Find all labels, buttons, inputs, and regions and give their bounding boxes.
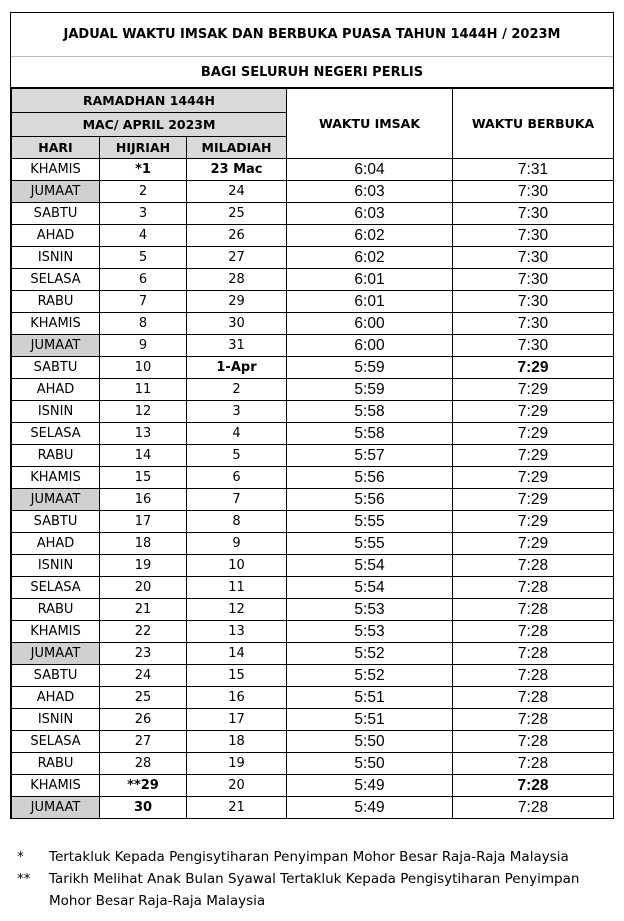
table-row [12,247,614,269]
hijriah-cell: 7 [100,291,187,313]
footnote-mark: * [17,849,24,865]
berbuka-time-cell: 7:28 [453,753,614,775]
imsak-time-cell: 6:02 [287,225,453,247]
imsak-time-cell: 5:50 [287,753,453,775]
hijriah-header: HIJRIAH [100,137,187,159]
miladiah-cell: 16 [187,687,287,709]
day-cell: RABU [12,445,100,467]
miladiah-cell: 20 [187,775,287,797]
table-row [12,225,614,247]
berbuka-time-cell: 7:28 [453,665,614,687]
miladiah-cell: 27 [187,247,287,269]
berbuka-time-cell: 7:30 [453,335,614,357]
imsak-time-cell: 6:04 [287,159,453,181]
imsak-time-cell: 5:54 [287,555,453,577]
imsak-time-cell: 6:03 [287,181,453,203]
imsak-time-cell: 5:53 [287,599,453,621]
day-cell: JUMAAT [12,797,100,819]
miladiah-cell: 8 [187,511,287,533]
ramadhan-header: RAMADHAN 1444H [12,89,287,113]
table-row [12,203,614,225]
table-row [12,511,614,533]
miladiah-cell: 13 [187,621,287,643]
imsak-time-cell: 5:50 [287,731,453,753]
hijriah-cell: 12 [100,401,187,423]
table-row [12,775,614,797]
hijriah-cell: 14 [100,445,187,467]
imsak-time-cell: 5:59 [287,379,453,401]
day-cell: JUMAAT [12,643,100,665]
schedule-table [11,88,614,819]
miladiah-cell: 15 [187,665,287,687]
hijriah-cell: 16 [100,489,187,511]
imsak-time-cell: 5:56 [287,489,453,511]
berbuka-time-cell: 7:30 [453,203,614,225]
table-row [12,643,614,665]
table-row [12,357,614,379]
hijriah-cell: *1 [100,159,187,181]
hijriah-cell: 21 [100,599,187,621]
miladiah-header: MILADIAH [187,137,287,159]
imsak-time-cell: 5:55 [287,533,453,555]
table-row [12,445,614,467]
hijriah-cell: 23 [100,643,187,665]
hijriah-cell: 11 [100,379,187,401]
berbuka-time-cell: 7:29 [453,379,614,401]
table-row [12,181,614,203]
table-row [12,753,614,775]
footnotes [12,846,612,912]
day-cell: AHAD [12,225,100,247]
footnote-text: Tarikh Melihat Anak Bulan Syawal Tertakluk Kepada Pengisytiharan Penyimpan Mohor Besar Raja-Raja Malaysia [49,871,580,909]
berbuka-time-cell: 7:30 [453,247,614,269]
hijriah-cell: 27 [100,731,187,753]
table-row [12,379,614,401]
imsak-time-cell: 6:01 [287,269,453,291]
berbuka-time-cell: 7:31 [453,159,614,181]
hijriah-cell: 28 [100,753,187,775]
miladiah-cell: 1-Apr [187,357,287,379]
miladiah-cell: 7 [187,489,287,511]
day-cell: SELASA [12,423,100,445]
hari-header: HARI [12,137,100,159]
imsak-time-cell: 5:59 [287,357,453,379]
berbuka-time-cell: 7:29 [453,511,614,533]
day-cell: JUMAAT [12,335,100,357]
miladiah-cell: 12 [187,599,287,621]
berbuka-time-cell: 7:30 [453,313,614,335]
table-row [12,709,614,731]
miladiah-cell: 21 [187,797,287,819]
imsak-time-cell: 5:55 [287,511,453,533]
table-row [12,291,614,313]
berbuka-time-cell: 7:28 [453,709,614,731]
day-cell: RABU [12,753,100,775]
table-row [12,577,614,599]
imsak-time-cell: 5:54 [287,577,453,599]
berbuka-time-cell: 7:28 [453,797,614,819]
day-cell: KHAMIS [12,313,100,335]
miladiah-cell: 28 [187,269,287,291]
berbuka-time-cell: 7:29 [453,445,614,467]
day-cell: ISNIN [12,709,100,731]
miladiah-cell: 2 [187,379,287,401]
day-cell: SABTU [12,665,100,687]
hijriah-cell: 26 [100,709,187,731]
imsak-time-cell: 5:58 [287,401,453,423]
table-row [12,533,614,555]
berbuka-time-cell: 7:28 [453,687,614,709]
berbuka-header: WAKTU BERBUKA [453,89,614,159]
berbuka-time-cell: 7:28 [453,599,614,621]
berbuka-time-cell: 7:28 [453,731,614,753]
table-row [12,269,614,291]
miladiah-cell: 31 [187,335,287,357]
berbuka-time-cell: 7:28 [453,621,614,643]
table-row [12,731,614,753]
berbuka-time-cell: 7:28 [453,643,614,665]
document-title: JADUAL WAKTU IMSAK DAN BERBUKA PUASA TAHUN 1444H / 2023M [11,13,613,57]
footnote-mark: ** [17,871,31,887]
hijriah-cell: 8 [100,313,187,335]
miladiah-cell: 25 [187,203,287,225]
hijriah-cell: 4 [100,225,187,247]
imsak-time-cell: 5:56 [287,467,453,489]
day-cell: AHAD [12,379,100,401]
day-cell: ISNIN [12,555,100,577]
table-row [12,159,614,181]
hijriah-cell: 24 [100,665,187,687]
miladiah-cell: 24 [187,181,287,203]
hijriah-cell: 9 [100,335,187,357]
table-row [12,489,614,511]
table-row [12,401,614,423]
table-row [12,665,614,687]
hijriah-cell: 19 [100,555,187,577]
hijriah-cell: 2 [100,181,187,203]
hijriah-cell: 15 [100,467,187,489]
schedule-body [12,159,614,819]
miladiah-cell: 14 [187,643,287,665]
day-cell: JUMAAT [12,489,100,511]
berbuka-time-cell: 7:29 [453,357,614,379]
imsak-time-cell: 6:00 [287,313,453,335]
hijriah-cell: 20 [100,577,187,599]
day-cell: SABTU [12,357,100,379]
hijriah-cell: 22 [100,621,187,643]
month-header: MAC/ APRIL 2023M [12,113,287,137]
miladiah-cell: 10 [187,555,287,577]
hijriah-cell: 18 [100,533,187,555]
hijriah-cell: 5 [100,247,187,269]
hijriah-cell: **29 [100,775,187,797]
day-cell: SABTU [12,203,100,225]
miladiah-cell: 9 [187,533,287,555]
day-cell: SELASA [12,269,100,291]
miladiah-cell: 17 [187,709,287,731]
miladiah-cell: 30 [187,313,287,335]
imsak-header: WAKTU IMSAK [287,89,453,159]
berbuka-time-cell: 7:29 [453,533,614,555]
day-cell: AHAD [12,687,100,709]
day-cell: KHAMIS [12,467,100,489]
hijriah-cell: 17 [100,511,187,533]
table-row [12,313,614,335]
table-row [12,687,614,709]
imsak-time-cell: 6:03 [287,203,453,225]
day-cell: JUMAAT [12,181,100,203]
day-cell: ISNIN [12,247,100,269]
miladiah-cell: 3 [187,401,287,423]
hijriah-cell: 25 [100,687,187,709]
berbuka-time-cell: 7:30 [453,291,614,313]
imsak-time-cell: 6:01 [287,291,453,313]
day-cell: RABU [12,599,100,621]
imsak-time-cell: 6:00 [287,335,453,357]
hijriah-cell: 10 [100,357,187,379]
day-cell: KHAMIS [12,159,100,181]
imsak-time-cell: 6:02 [287,247,453,269]
imsak-time-cell: 5:49 [287,775,453,797]
footnote-text: Tertakluk Kepada Pengisytiharan Penyimpan Mohor Besar Raja-Raja Malaysia [49,849,569,865]
day-cell: SELASA [12,731,100,753]
berbuka-time-cell: 7:30 [453,225,614,247]
table-row [12,797,614,819]
day-cell: AHAD [12,533,100,555]
day-cell: SABTU [12,511,100,533]
imsak-time-cell: 5:52 [287,643,453,665]
miladiah-cell: 11 [187,577,287,599]
imsak-time-cell: 5:49 [287,797,453,819]
day-cell: RABU [12,291,100,313]
imsak-time-cell: 5:51 [287,687,453,709]
day-cell: KHAMIS [12,775,100,797]
berbuka-time-cell: 7:29 [453,423,614,445]
day-cell: KHAMIS [12,621,100,643]
imsak-time-cell: 5:51 [287,709,453,731]
imsak-time-cell: 5:53 [287,621,453,643]
table-row [12,467,614,489]
miladiah-cell: 19 [187,753,287,775]
berbuka-time-cell: 7:29 [453,401,614,423]
table-row [12,555,614,577]
imsak-time-cell: 5:52 [287,665,453,687]
berbuka-time-cell: 7:28 [453,775,614,797]
berbuka-time-cell: 7:29 [453,467,614,489]
hijriah-cell: 3 [100,203,187,225]
table-row [12,335,614,357]
miladiah-cell: 23 Mac [187,159,287,181]
hijriah-cell: 13 [100,423,187,445]
miladiah-cell: 5 [187,445,287,467]
footnote [12,846,612,868]
miladiah-cell: 29 [187,291,287,313]
document-subtitle: BAGI SELURUH NEGERI PERLIS [11,57,613,88]
berbuka-time-cell: 7:30 [453,269,614,291]
miladiah-cell: 4 [187,423,287,445]
berbuka-time-cell: 7:30 [453,181,614,203]
day-cell: SELASA [12,577,100,599]
table-row [12,423,614,445]
table-row [12,599,614,621]
berbuka-time-cell: 7:28 [453,577,614,599]
table-row [12,621,614,643]
berbuka-time-cell: 7:28 [453,555,614,577]
hijriah-cell: 6 [100,269,187,291]
miladiah-cell: 18 [187,731,287,753]
footnote [12,868,612,912]
berbuka-time-cell: 7:29 [453,489,614,511]
miladiah-cell: 26 [187,225,287,247]
imsak-time-cell: 5:58 [287,423,453,445]
timetable-document [10,12,614,819]
imsak-time-cell: 5:57 [287,445,453,467]
day-cell: ISNIN [12,401,100,423]
hijriah-cell: 30 [100,797,187,819]
miladiah-cell: 6 [187,467,287,489]
